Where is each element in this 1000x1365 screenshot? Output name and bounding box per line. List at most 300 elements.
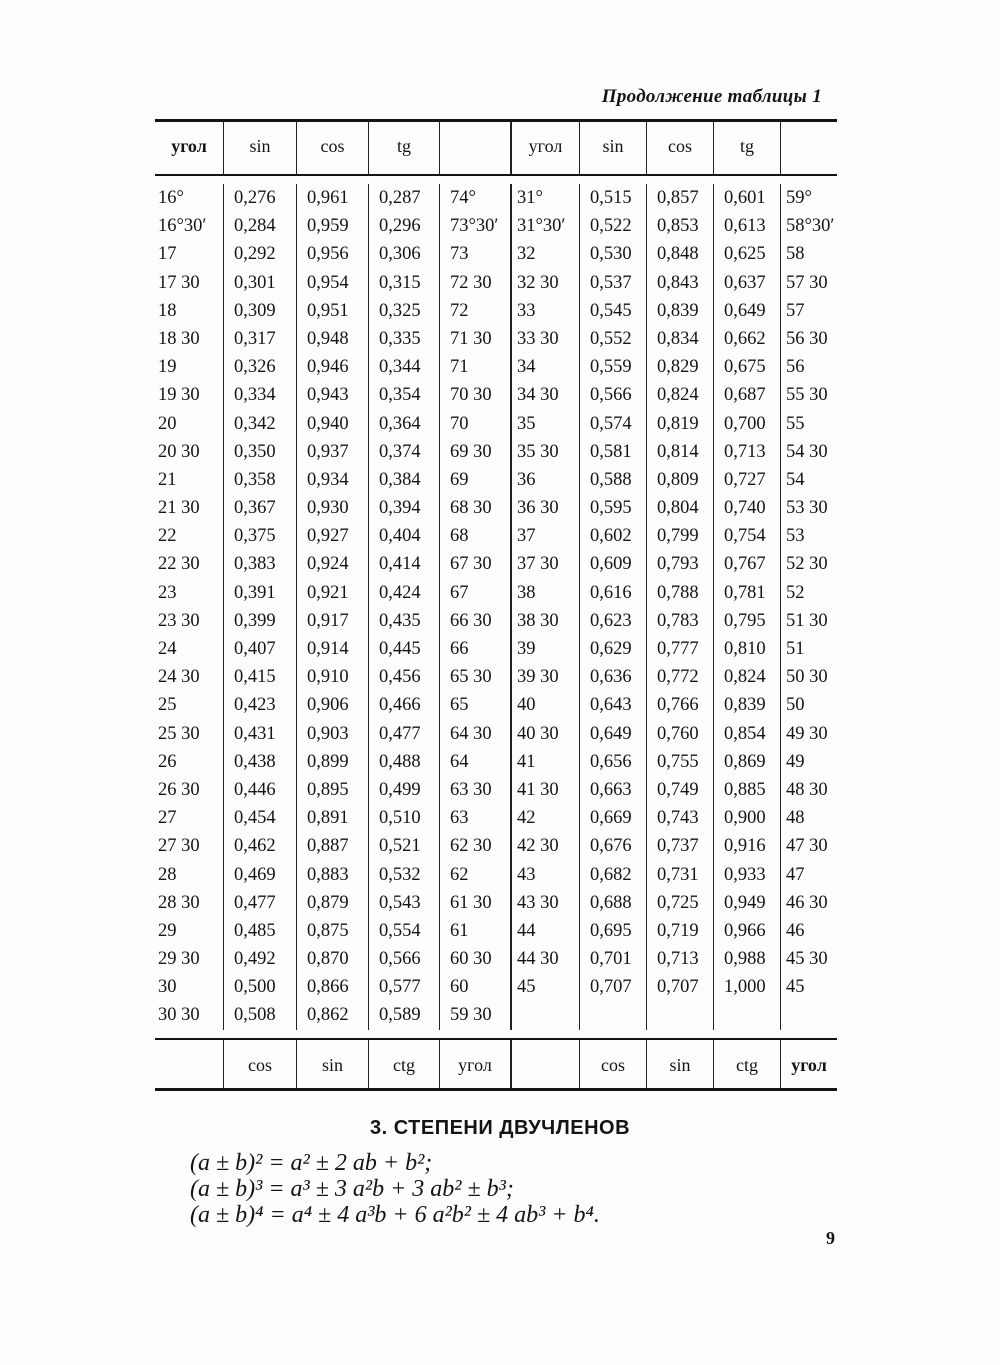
table-caption: Продолжение таблицы 1 (601, 86, 822, 107)
table-cell-r15-c8: 0,795 (713, 607, 780, 635)
table-cell-r0-c9: 59° (780, 184, 837, 212)
table-cell-r17-c0: 24 30 (158, 667, 200, 688)
table-cell-r8-c1: 0,342 (223, 410, 296, 438)
table-cell-r15-c6: 0,623 (579, 607, 646, 635)
table-cell-r24-c1: 0,469 (223, 861, 296, 889)
table-cell-r8-c6: 0,574 (579, 410, 646, 438)
table-cell-r11-c5: 36 30 (510, 494, 579, 522)
table-cell-r6-c5: 34 (510, 353, 579, 381)
table-cell-r9-c8: 0,713 (713, 438, 780, 466)
table-cell-r26-c1: 0,485 (223, 917, 296, 945)
table-cell-r2-c3: 0,306 (368, 240, 439, 268)
table-cell-r5-c3: 0,335 (368, 325, 439, 353)
table-cell-r7-c1: 0,334 (223, 381, 296, 409)
table-cell-r29-c2: 0,862 (296, 1001, 368, 1029)
table-cell-r1-c5: 31°30′ (510, 212, 579, 240)
table-cell-r0-c5: 31° (510, 184, 579, 212)
table-cell-r22-c7: 0,743 (646, 804, 713, 832)
table-cell-r17-c6: 0,636 (579, 663, 646, 691)
table-cell-r10-c9: 54 (780, 466, 837, 494)
table-cell-r3-c3: 0,315 (368, 269, 439, 297)
table-cell-r25-c1: 0,477 (223, 889, 296, 917)
table-cell-r28-c9: 45 (780, 973, 837, 1001)
table-cell-r10-c5: 36 (510, 466, 579, 494)
table-cell-r11-c7: 0,804 (646, 494, 713, 522)
table-cell-r8-c5: 35 (510, 410, 579, 438)
section-title: 3. СТЕПЕНИ ДВУЧЛЕНОВ (369, 1117, 631, 1139)
table-cell-r18-c6: 0,643 (579, 691, 646, 719)
table-cell-r19-c9: 49 30 (780, 720, 837, 748)
table-cell-r16-c2: 0,914 (296, 635, 368, 663)
table-cell-r3-c2: 0,954 (296, 269, 368, 297)
table-cell-r22-c8: 0,900 (713, 804, 780, 832)
table-cell-r24-c7: 0,731 (646, 861, 713, 889)
table-cell-r20-c4: 64 (439, 748, 510, 776)
table-cell-r17-c3: 0,456 (368, 663, 439, 691)
table-cell-r25-c3: 0,543 (368, 889, 439, 917)
table-cell-r16-c7: 0,777 (646, 635, 713, 663)
header-cell-col-0: угол (171, 136, 207, 156)
table-cell-r12-c8: 0,754 (713, 522, 780, 550)
table-cell-r22-c0: 27 (158, 808, 177, 829)
table-cell-r14-c7: 0,788 (646, 579, 713, 607)
table-cell-r7-c9: 55 30 (780, 381, 837, 409)
table-cell-r11-c1: 0,367 (223, 494, 296, 522)
table-cell-r16-c6: 0,629 (579, 635, 646, 663)
table-cell-r0-c6: 0,515 (579, 184, 646, 212)
table-cell-r3-c1: 0,301 (223, 269, 296, 297)
table-cell-r23-c0: 27 30 (158, 836, 200, 857)
table-cell-r21-c1: 0,446 (223, 776, 296, 804)
table-cell-r12-c6: 0,602 (579, 522, 646, 550)
table-cell-r0-c0: 16° (158, 188, 184, 208)
table-cell-r11-c2: 0,930 (296, 494, 368, 522)
table-body (155, 176, 837, 1038)
header-cell-col-5: угол (510, 122, 579, 174)
table-cell-r3-c0: 17 30 (158, 272, 200, 293)
table-cell-r14-c6: 0,616 (579, 579, 646, 607)
table-cell-r14-c1: 0,391 (223, 579, 296, 607)
table-cell-r28-c6: 0,707 (579, 973, 646, 1001)
table-cell-r2-c2: 0,956 (296, 240, 368, 268)
table-cell-r19-c3: 0,477 (368, 720, 439, 748)
table-cell-r20-c8: 0,869 (713, 748, 780, 776)
table-cell-r27-c3: 0,566 (368, 945, 439, 973)
page-number: 9 (826, 1228, 835, 1248)
table-cell-r0-c2: 0,961 (296, 184, 368, 212)
table-cell-r13-c2: 0,924 (296, 550, 368, 578)
table-cell-r21-c7: 0,749 (646, 776, 713, 804)
table-cell-r9-c7: 0,814 (646, 438, 713, 466)
table-cell-r16-c4: 66 (439, 635, 510, 663)
table-cell-r28-c7: 0,707 (646, 973, 713, 1001)
table-cell-r1-c1: 0,284 (223, 212, 296, 240)
table-cell-r19-c1: 0,431 (223, 720, 296, 748)
table-cell-r21-c9: 48 30 (780, 776, 837, 804)
table-cell-r17-c8: 0,824 (713, 663, 780, 691)
table-cell-r17-c2: 0,910 (296, 663, 368, 691)
table-cell-r24-c4: 62 (439, 861, 510, 889)
table-cell-r10-c2: 0,934 (296, 466, 368, 494)
table-cell-r2-c8: 0,625 (713, 240, 780, 268)
table-cell-r12-c3: 0,404 (368, 522, 439, 550)
table-cell-r24-c2: 0,883 (296, 861, 368, 889)
table-cell-r6-c1: 0,326 (223, 353, 296, 381)
table-cell-r14-c2: 0,921 (296, 579, 368, 607)
footer-cell-col-6: cos (579, 1040, 646, 1088)
table-cell-r14-c4: 67 (439, 579, 510, 607)
table-cell-r2-c9: 58 (780, 240, 837, 268)
table-cell-r11-c9: 53 30 (780, 494, 837, 522)
table-cell-r1-c8: 0,613 (713, 212, 780, 240)
table-cell-r6-c9: 56 (780, 353, 837, 381)
table-cell-r4-c3: 0,325 (368, 297, 439, 325)
footer-cell-col-4: угол (439, 1040, 510, 1088)
table-cell-r20-c2: 0,899 (296, 748, 368, 776)
table-cell-r11-c0: 21 30 (158, 498, 200, 519)
table-cell-r8-c3: 0,364 (368, 410, 439, 438)
table-cell-r27-c5: 44 30 (510, 945, 579, 973)
table-cell-r24-c8: 0,933 (713, 861, 780, 889)
table-cell-r26-c7: 0,719 (646, 917, 713, 945)
footer-cell-col-2: sin (296, 1040, 368, 1088)
table-cell-r12-c4: 68 (439, 522, 510, 550)
table-cell-r24-c0: 28 (158, 864, 177, 885)
header-cell-col-3: tg (368, 122, 439, 174)
footer-cell-col-1: cos (223, 1040, 296, 1088)
table-cell-r4-c1: 0,309 (223, 297, 296, 325)
table-cell-r20-c7: 0,755 (646, 748, 713, 776)
table-cell-r5-c6: 0,552 (579, 325, 646, 353)
table-cell-r13-c6: 0,609 (579, 550, 646, 578)
header-cell-col-8: tg (713, 122, 780, 174)
table-cell-r29-c4: 59 30 (439, 1001, 510, 1029)
footer-cell-col-9: угол (780, 1040, 837, 1088)
table-cell-r27-c0: 29 30 (158, 949, 200, 970)
table-cell-r7-c8: 0,687 (713, 381, 780, 409)
table-cell-r13-c7: 0,793 (646, 550, 713, 578)
table-cell-r0-c7: 0,857 (646, 184, 713, 212)
table-cell-r12-c7: 0,799 (646, 522, 713, 550)
table-cell-r27-c7: 0,713 (646, 945, 713, 973)
table-cell-r4-c4: 72 (439, 297, 510, 325)
table-cell-r19-c2: 0,903 (296, 720, 368, 748)
table-cell-r3-c9: 57 30 (780, 269, 837, 297)
table-cell-r26-c3: 0,554 (368, 917, 439, 945)
table-cell-r3-c7: 0,843 (646, 269, 713, 297)
table-cell-r26-c2: 0,875 (296, 917, 368, 945)
table-cell-r1-c7: 0,853 (646, 212, 713, 240)
table-cell-r23-c1: 0,462 (223, 832, 296, 860)
table-cell-r28-c2: 0,866 (296, 973, 368, 1001)
table-cell-r10-c0: 21 (158, 469, 177, 490)
table-cell-r11-c8: 0,740 (713, 494, 780, 522)
table-cell-r8-c2: 0,940 (296, 410, 368, 438)
table-cell-r9-c3: 0,374 (368, 438, 439, 466)
table-cell-r5-c7: 0,834 (646, 325, 713, 353)
table-cell-r22-c4: 63 (439, 804, 510, 832)
header-cell-col-7: cos (646, 122, 713, 174)
table-cell-r13-c3: 0,414 (368, 550, 439, 578)
table-cell-r18-c9: 50 (780, 691, 837, 719)
table-cell-r7-c4: 70 30 (439, 381, 510, 409)
table-cell-r29-c7 (646, 1001, 713, 1029)
table-cell-r24-c5: 43 (510, 861, 579, 889)
table-cell-r29-c9 (780, 1001, 837, 1029)
table-cell-r15-c2: 0,917 (296, 607, 368, 635)
table-cell-r27-c8: 0,988 (713, 945, 780, 973)
table-cell-r17-c4: 65 30 (439, 663, 510, 691)
table-cell-r7-c6: 0,566 (579, 381, 646, 409)
table-cell-r20-c9: 49 (780, 748, 837, 776)
table-cell-r11-c3: 0,394 (368, 494, 439, 522)
table-cell-r29-c0: 30 30 (158, 1005, 200, 1026)
table-cell-r11-c4: 68 30 (439, 494, 510, 522)
table-cell-r21-c0: 26 30 (158, 779, 200, 800)
table-cell-r6-c0: 19 (158, 357, 177, 378)
table-cell-r21-c6: 0,663 (579, 776, 646, 804)
table-cell-r17-c1: 0,415 (223, 663, 296, 691)
table-cell-r5-c2: 0,948 (296, 325, 368, 353)
table-cell-r1-c2: 0,959 (296, 212, 368, 240)
table-cell-r14-c0: 23 (158, 582, 177, 603)
table-cell-r19-c6: 0,649 (579, 720, 646, 748)
table-cell-r21-c4: 63 30 (439, 776, 510, 804)
table-cell-r27-c4: 60 30 (439, 945, 510, 973)
table-cell-r23-c5: 42 30 (510, 832, 579, 860)
table-cell-r9-c1: 0,350 (223, 438, 296, 466)
table-cell-r15-c9: 51 30 (780, 607, 837, 635)
table-cell-r13-c8: 0,767 (713, 550, 780, 578)
table-cell-r25-c5: 43 30 (510, 889, 579, 917)
table-cell-r8-c0: 20 (158, 413, 177, 434)
table-cell-r23-c9: 47 30 (780, 832, 837, 860)
table-cell-r26-c8: 0,966 (713, 917, 780, 945)
table-cell-r18-c5: 40 (510, 691, 579, 719)
table-cell-r20-c3: 0,488 (368, 748, 439, 776)
table-cell-r23-c3: 0,521 (368, 832, 439, 860)
table-cell-r4-c0: 18 (158, 300, 177, 321)
table-cell-r10-c8: 0,727 (713, 466, 780, 494)
table-cell-r25-c8: 0,949 (713, 889, 780, 917)
table-cell-r15-c5: 38 30 (510, 607, 579, 635)
table-cell-r27-c6: 0,701 (579, 945, 646, 973)
table-cell-r18-c2: 0,906 (296, 691, 368, 719)
table-cell-r4-c5: 33 (510, 297, 579, 325)
footer-cell-col-7: sin (646, 1040, 713, 1088)
table-cell-r28-c1: 0,500 (223, 973, 296, 1001)
table-cell-r19-c5: 40 30 (510, 720, 579, 748)
table-cell-r2-c6: 0,530 (579, 240, 646, 268)
table-cell-r23-c6: 0,676 (579, 832, 646, 860)
table-cell-r5-c9: 56 30 (780, 325, 837, 353)
table-cell-r9-c0: 20 30 (158, 441, 200, 462)
table-cell-r2-c5: 32 (510, 240, 579, 268)
table-cell-r26-c5: 44 (510, 917, 579, 945)
table-cell-r0-c8: 0,601 (713, 184, 780, 212)
table-cell-r15-c0: 23 30 (158, 610, 200, 631)
table-cell-r25-c0: 28 30 (158, 892, 200, 913)
table-cell-r28-c8: 1,000 (713, 973, 780, 1001)
table-cell-r23-c7: 0,737 (646, 832, 713, 860)
table-cell-r16-c9: 51 (780, 635, 837, 663)
table-cell-r3-c6: 0,537 (579, 269, 646, 297)
table-cell-r21-c2: 0,895 (296, 776, 368, 804)
formula-list (190, 1150, 600, 1228)
table-cell-r11-c6: 0,595 (579, 494, 646, 522)
table-cell-r9-c9: 54 30 (780, 438, 837, 466)
table-cell-r16-c0: 24 (158, 639, 177, 659)
table-cell-r1-c6: 0,522 (579, 212, 646, 240)
table-cell-r26-c6: 0,695 (579, 917, 646, 945)
table-cell-r27-c9: 45 30 (780, 945, 837, 973)
table-cell-r18-c4: 65 (439, 691, 510, 719)
table-cell-r2-c7: 0,848 (646, 240, 713, 268)
table-cell-r24-c6: 0,682 (579, 861, 646, 889)
table-cell-r13-c0: 22 30 (158, 554, 200, 575)
table-cell-r16-c8: 0,810 (713, 635, 780, 663)
table-cell-r26-c0: 29 (158, 920, 177, 941)
table-cell-r17-c9: 50 30 (780, 663, 837, 691)
header-cell-col-9 (780, 122, 837, 174)
table-cell-r29-c3: 0,589 (368, 1001, 439, 1029)
table-cell-r14-c8: 0,781 (713, 579, 780, 607)
table-cell-r5-c8: 0,662 (713, 325, 780, 353)
table-cell-r10-c4: 69 (439, 466, 510, 494)
table-cell-r10-c7: 0,809 (646, 466, 713, 494)
table-cell-r22-c9: 48 (780, 804, 837, 832)
table-cell-r28-c4: 60 (439, 973, 510, 1001)
table-cell-r23-c2: 0,887 (296, 832, 368, 860)
table-cell-r19-c7: 0,760 (646, 720, 713, 748)
table-cell-r1-c4: 73°30′ (439, 212, 510, 240)
table-cell-r3-c4: 72 30 (439, 269, 510, 297)
table-cell-r24-c3: 0,532 (368, 861, 439, 889)
table-cell-r27-c2: 0,870 (296, 945, 368, 973)
table-cell-r19-c8: 0,854 (713, 720, 780, 748)
table-cell-r13-c4: 67 30 (439, 550, 510, 578)
table-cell-r5-c0: 18 30 (158, 328, 200, 349)
header-cell-col-4 (439, 122, 510, 174)
table-cell-r7-c5: 34 30 (510, 381, 579, 409)
table-cell-r14-c3: 0,424 (368, 579, 439, 607)
table-cell-r22-c6: 0,669 (579, 804, 646, 832)
table-cell-r8-c8: 0,700 (713, 410, 780, 438)
table-cell-r7-c3: 0,354 (368, 381, 439, 409)
table-cell-r28-c0: 30 (158, 977, 177, 998)
table-cell-r9-c2: 0,937 (296, 438, 368, 466)
table-cell-r8-c9: 55 (780, 410, 837, 438)
table-cell-r12-c5: 37 (510, 522, 579, 550)
table-cell-r15-c4: 66 30 (439, 607, 510, 635)
table-cell-r9-c6: 0,581 (579, 438, 646, 466)
table-cell-r6-c7: 0,829 (646, 353, 713, 381)
header-cell-col-6: sin (579, 122, 646, 174)
table-cell-r9-c5: 35 30 (510, 438, 579, 466)
table-cell-r4-c2: 0,951 (296, 297, 368, 325)
table-cell-r25-c6: 0,688 (579, 889, 646, 917)
table-cell-r22-c5: 42 (510, 804, 579, 832)
table-cell-r25-c7: 0,725 (646, 889, 713, 917)
table-cell-r0-c4: 74° (439, 184, 510, 212)
table-cell-r19-c4: 64 30 (439, 720, 510, 748)
table-cell-r21-c8: 0,885 (713, 776, 780, 804)
table-cell-r4-c9: 57 (780, 297, 837, 325)
table-cell-r17-c5: 39 30 (510, 663, 579, 691)
table-cell-r20-c6: 0,656 (579, 748, 646, 776)
table-cell-r0-c1: 0,276 (223, 184, 296, 212)
table-cell-r18-c8: 0,839 (713, 691, 780, 719)
table-cell-r18-c1: 0,423 (223, 691, 296, 719)
table-cell-r16-c3: 0,445 (368, 635, 439, 663)
table-cell-r2-c4: 73 (439, 240, 510, 268)
table-cell-r29-c1: 0,508 (223, 1001, 296, 1029)
table-footer-row (155, 1040, 837, 1088)
table-cell-r15-c3: 0,435 (368, 607, 439, 635)
table-cell-r17-c7: 0,772 (646, 663, 713, 691)
table-cell-r25-c2: 0,879 (296, 889, 368, 917)
table-cell-r12-c1: 0,375 (223, 522, 296, 550)
table-cell-r4-c6: 0,545 (579, 297, 646, 325)
table-cell-r27-c1: 0,492 (223, 945, 296, 973)
formula-fourth-power: (a ± b)⁴ = a⁴ ± 4 a³b + 6 a²b² ± 4 ab³ + b⁴. (190, 1202, 600, 1228)
header-cell-col-1: sin (223, 122, 296, 174)
table-cell-r13-c9: 52 30 (780, 550, 837, 578)
table-cell-r19-c0: 25 30 (158, 723, 200, 744)
table-cell-r29-c5 (510, 1001, 579, 1029)
table-cell-r9-c4: 69 30 (439, 438, 510, 466)
table-cell-r14-c5: 38 (510, 579, 579, 607)
footer-cell-col-5 (510, 1040, 579, 1088)
table-cell-r4-c7: 0,839 (646, 297, 713, 325)
table-cell-r23-c8: 0,916 (713, 832, 780, 860)
table-cell-r6-c6: 0,559 (579, 353, 646, 381)
table-cell-r22-c2: 0,891 (296, 804, 368, 832)
table-header-row (155, 122, 837, 174)
table-cell-r29-c6 (579, 1001, 646, 1029)
table-cell-r15-c7: 0,783 (646, 607, 713, 635)
table-cell-r2-c0: 17 (158, 244, 177, 265)
table-cell-r0-c3: 0,287 (368, 184, 439, 212)
table-cell-r18-c7: 0,766 (646, 691, 713, 719)
table-cell-r1-c0: 16°30′ (158, 216, 207, 237)
table-cell-r20-c0: 26 (158, 751, 177, 772)
table-cell-r26-c9: 46 (780, 917, 837, 945)
table-cell-r5-c5: 33 30 (510, 325, 579, 353)
table-cell-r12-c0: 22 (158, 526, 177, 547)
table-cell-r18-c3: 0,466 (368, 691, 439, 719)
table-cell-r1-c3: 0,296 (368, 212, 439, 240)
table-cell-r3-c5: 32 30 (510, 269, 579, 297)
table-cell-r16-c5: 39 (510, 635, 579, 663)
table-cell-r8-c7: 0,819 (646, 410, 713, 438)
table-cell-r5-c4: 71 30 (439, 325, 510, 353)
table-cell-r10-c1: 0,358 (223, 466, 296, 494)
table-cell-r22-c3: 0,510 (368, 804, 439, 832)
header-cell-col-2: cos (296, 122, 368, 174)
table-cell-r6-c8: 0,675 (713, 353, 780, 381)
formula-square: (a ± b)² = a² ± 2 ab + b²; (190, 1150, 433, 1176)
table-cell-r25-c9: 46 30 (780, 889, 837, 917)
table-cell-r14-c9: 52 (780, 579, 837, 607)
table-cell-r6-c2: 0,946 (296, 353, 368, 381)
trig-table (155, 119, 837, 1091)
table-cell-r21-c5: 41 30 (510, 776, 579, 804)
table-cell-r6-c3: 0,344 (368, 353, 439, 381)
table-cell-r20-c5: 41 (510, 748, 579, 776)
table-cell-r29-c8 (713, 1001, 780, 1029)
table-cell-r23-c4: 62 30 (439, 832, 510, 860)
